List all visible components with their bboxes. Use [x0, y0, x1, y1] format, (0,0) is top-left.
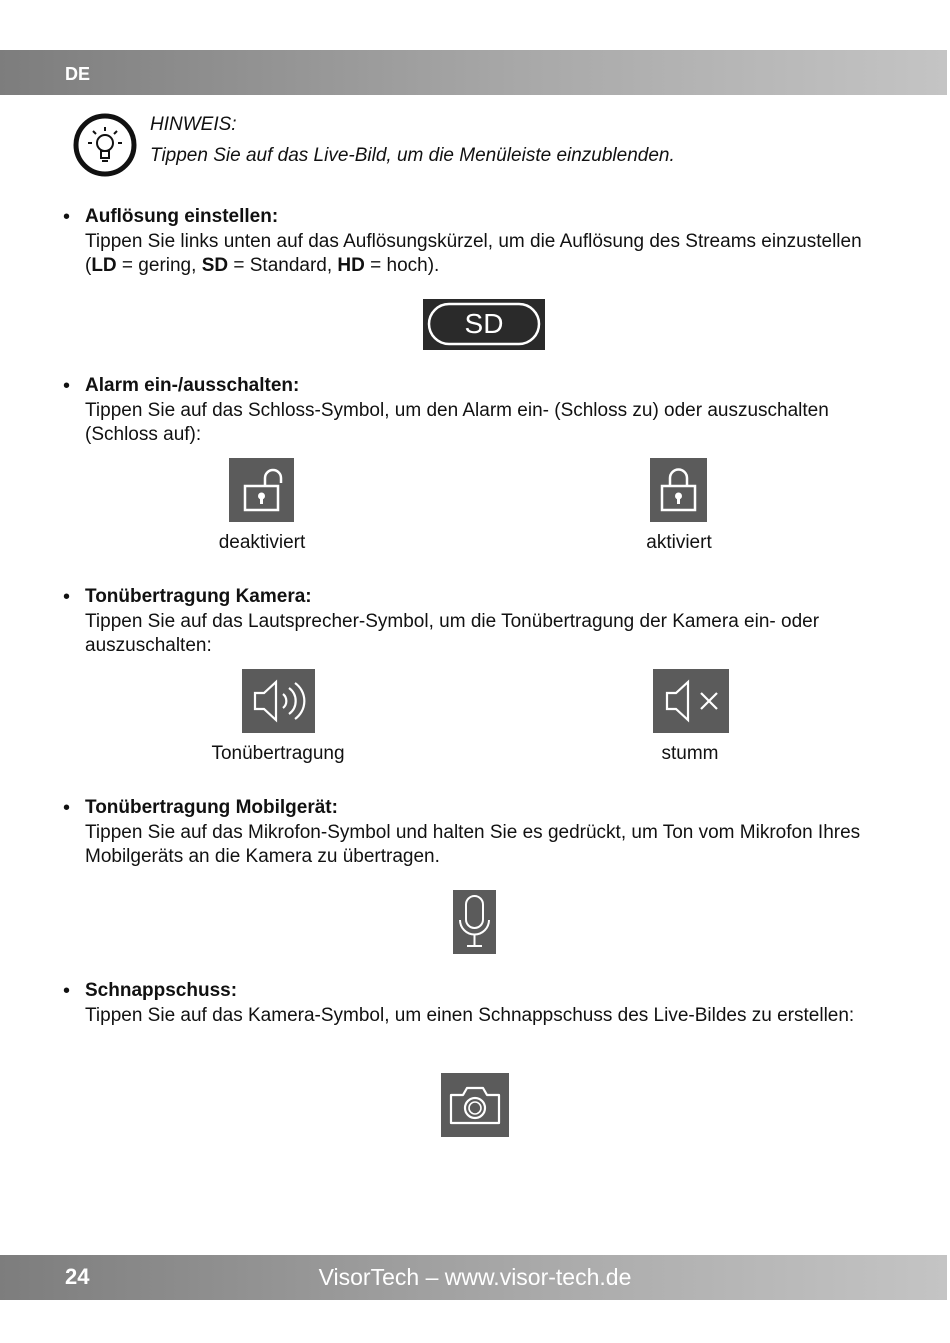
section-text: Tippen Sie links unten auf das Auflösungskürzel, um die Auflösung des Streams einzustellen (LD = gering, SD = Standard, HD = hoch).	[85, 231, 862, 276]
lock-open-icon[interactable]	[229, 458, 294, 522]
section-text: Tippen Sie auf das Kamera-Symbol, um einen Schnappschuss des Live-Bildes zu erstellen:	[85, 1005, 855, 1026]
speaker-muted-icon[interactable]	[653, 669, 729, 733]
note-text: Tippen Sie auf das Live-Bild, um die Menüleiste einzublenden.	[150, 145, 675, 166]
resolution-button[interactable]	[423, 299, 545, 350]
microphone-icon[interactable]	[453, 890, 496, 954]
lock-closed-icon[interactable]	[650, 458, 707, 522]
caption-audio-on: Tonübertragung	[211, 743, 345, 764]
bullet: •	[63, 797, 71, 819]
caption-activated: aktiviert	[646, 532, 712, 553]
header-bar	[0, 50, 947, 95]
section-title: Tonübertragung Kamera:	[85, 586, 312, 607]
section-title: Auflösung einstellen:	[85, 206, 279, 227]
section-text: Tippen Sie auf das Lautsprecher-Symbol, um die Tonübertragung der Kamera ein- oder auszuschalten:	[85, 611, 820, 656]
lightbulb-icon	[72, 112, 138, 178]
page-number: 24	[65, 1264, 90, 1289]
bullet: •	[63, 375, 71, 397]
caption-deactivated: deaktiviert	[218, 532, 306, 553]
resolution-button-label: SD	[464, 308, 504, 339]
speaker-icon[interactable]	[242, 669, 315, 733]
footer-bar	[0, 1255, 947, 1300]
caption-mute: stumm	[661, 743, 719, 764]
section-title: Schnappschuss:	[85, 980, 238, 1001]
section-text: Tippen Sie auf das Schloss-Symbol, um den Alarm ein- (Schloss zu) oder auszuschalten (Schloss auf):	[85, 400, 829, 445]
camera-icon[interactable]	[441, 1073, 509, 1137]
section-text: Tippen Sie auf das Mikrofon-Symbol und halten Sie es gedrückt, um Ton vom Mikrofon Ihres Mobilgeräts an die Kamera zu übertragen.	[85, 822, 861, 867]
language-label: DE	[65, 64, 91, 84]
section-title: Alarm ein-/ausschalten:	[85, 375, 300, 396]
bullet: •	[63, 586, 71, 608]
note-title: HINWEIS:	[150, 114, 237, 135]
section-title: Tonübertragung Mobilgerät:	[85, 797, 338, 818]
bullet: •	[63, 980, 71, 1002]
footer-text: VisorTech – www.visor-tech.de	[318, 1264, 632, 1290]
bullet: •	[63, 206, 71, 228]
